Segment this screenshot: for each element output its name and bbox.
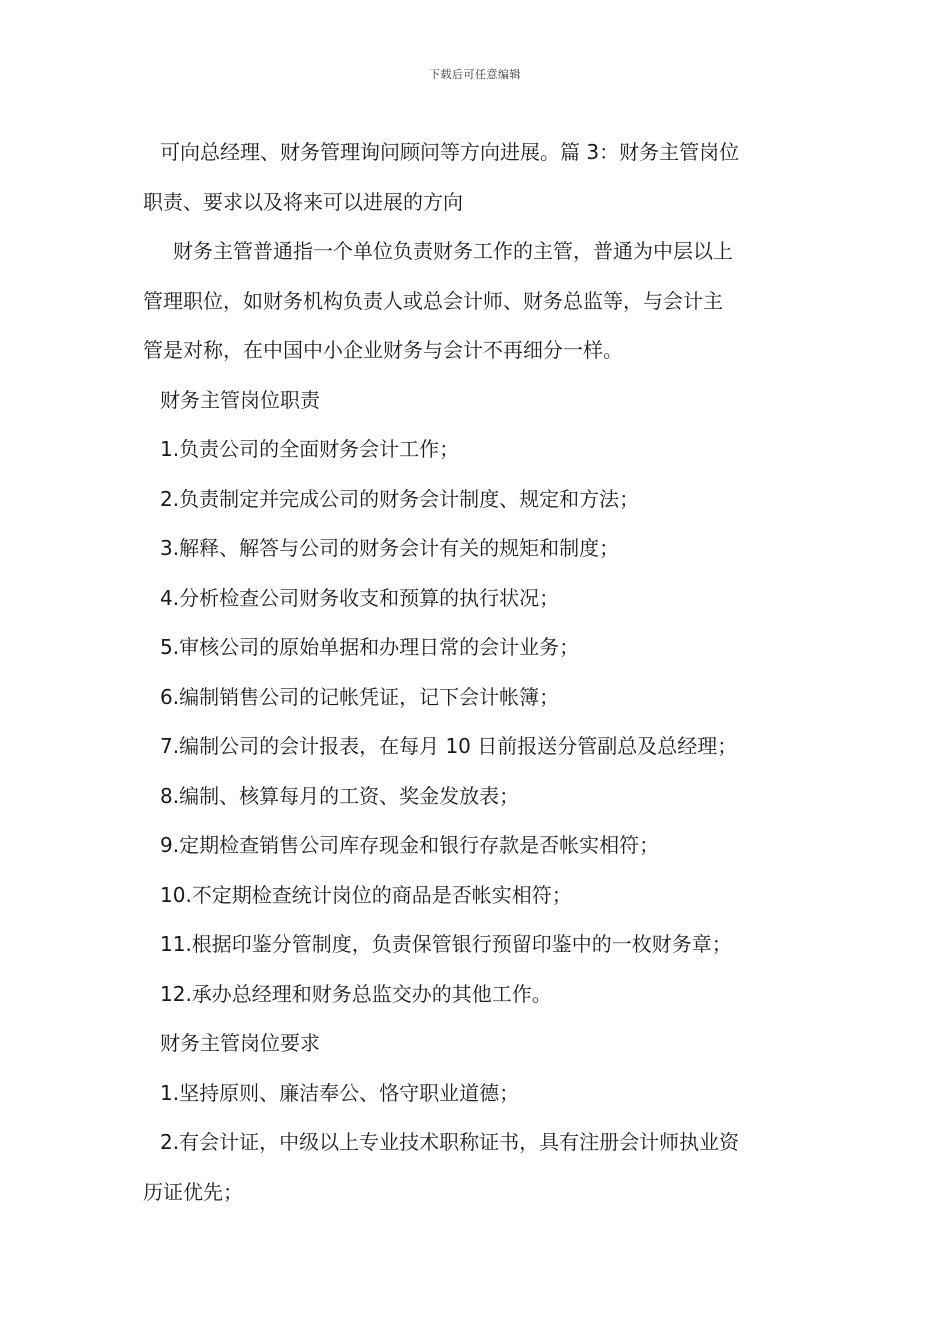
list-item: 8.编制、核算每月的工资、奖金发放表； [160, 783, 520, 808]
list-item: 3.解释、解答与公司的财务会计有关的规矩和制度； [160, 536, 620, 560]
list-item: 2.负责制定并完成公司的财务会计制度、规定和方法； [160, 486, 640, 511]
document-body [143, 128, 811, 1217]
list-item: 2.有会计证，中级以上专业技术职称证书，具有注册会计师执业资 [160, 1130, 740, 1154]
list-item: 6.编制销售公司的记帐凭证，记下会计帐簿； [160, 684, 560, 709]
paragraph-line: 管是对称，在中国中小企业财务与会计不再细分一样。 [143, 338, 623, 362]
page-header-note: 下载后可任意编辑 [429, 68, 521, 81]
list-item: 5.审核公司的原始单据和办理日常的会计业务； [160, 635, 580, 659]
paragraph-line: 管理职位，如财务机构负责人或总会计师、财务总监等，与会计主 [143, 288, 723, 313]
list-item: 1.坚持原则、廉洁奉公、恪守职业道德； [160, 1080, 520, 1105]
section-heading: 财务主管岗位要求 [160, 1031, 320, 1055]
list-item-continuation: 历证优先； [143, 1179, 243, 1204]
paragraph-line: 职责、要求以及将来可以进展的方向 [143, 189, 463, 214]
list-item: 4.分析检查公司财务收支和预算的执行状况； [160, 585, 560, 610]
list-item: 12.承办总经理和财务总监交办的其他工作。 [160, 981, 552, 1006]
list-item: 1.负责公司的全面财务会计工作； [160, 437, 460, 461]
list-item: 7.编制公司的会计报表，在每月 10 日前报送分管副总及总经理； [160, 734, 738, 758]
paragraph-line: 财务主管普通指一个单位负责财务工作的主管，普通为中层以上 [173, 239, 733, 263]
list-item: 9.定期检查销售公司库存现金和银行存款是否帐实相符； [160, 833, 660, 857]
list-item: 11.根据印鉴分管制度，负责保管银行预留印鉴中的一枚财务章； [160, 932, 732, 956]
section-heading: 财务主管岗位职责 [160, 387, 320, 412]
list-item: 10.不定期检查统计岗位的商品是否帐实相符； [160, 882, 572, 907]
paragraph-line: 可向总经理、财务管理询问顾问等方向进展。篇 3：财务主管岗位 [160, 140, 740, 164]
